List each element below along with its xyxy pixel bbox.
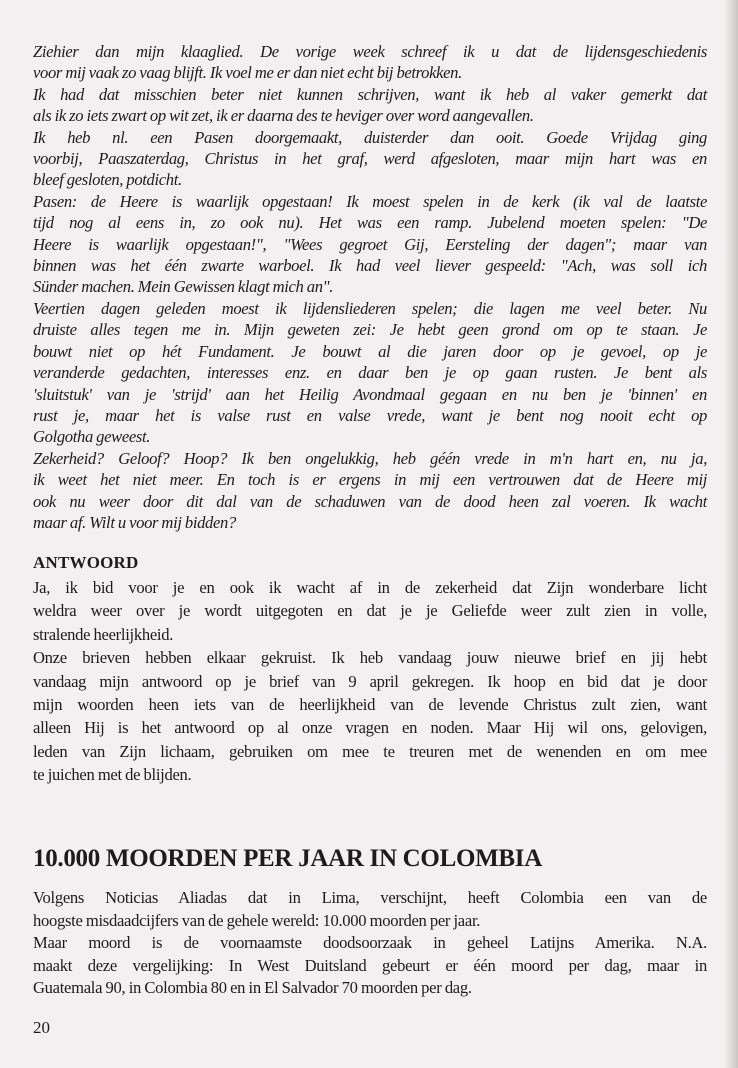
text-line: hoogste misdaadcijfers van de gehele wereld: 10.000 moorden per jaar. bbox=[33, 910, 481, 930]
text-line: Ik heb nl. een Pasen doorgemaakt, duisterder dan ooit. Goede Vrijdag ging bbox=[33, 127, 707, 147]
text-line: Guatemala 90, in Colombia 80 en in El Salvador 70 moorden per dag. bbox=[33, 978, 472, 997]
letter-text bbox=[33, 41, 707, 533]
text-line: veranderde gedachten, interesses enz. en daar ben je op gaan rusten. Je bent als bbox=[33, 363, 707, 383]
paragraph bbox=[33, 41, 707, 84]
text-line: rust je, maar het is valse rust en valse vrede, want je bent nog nooit echt op bbox=[33, 405, 707, 425]
text-line: maar af. Wilt u voor mij bidden? bbox=[33, 512, 236, 532]
text-line: voorbij, Paaszaterdag, Christus in het graf, werd afgesloten, maar mijn hart was en bbox=[33, 149, 707, 169]
text-line: Veertien dagen geleden moest ik lijdensliederen spelen; die lagen me veel beter. Nu bbox=[33, 298, 707, 318]
text-line: te juichen met de blijden. bbox=[33, 765, 192, 785]
paragraph bbox=[33, 448, 707, 534]
paragraph bbox=[33, 127, 707, 191]
paragraph bbox=[33, 298, 707, 448]
text-line: Ik had dat misschien beter niet kunnen schrijven, want ik heb al vaker gemerkt dat bbox=[33, 84, 707, 104]
text-line: Pasen: de Heere is waarlijk opgestaan! Ik moest spelen in de kerk (ik val de laatste bbox=[33, 191, 707, 211]
text-line: Zekerheid? Geloof? Hoop? Ik ben ongelukkig, heb géén vrede in m'n hart en, nu ja, bbox=[33, 448, 707, 468]
text-line: Ziehier dan mijn klaaglied. De vorige week schreef ik u dat de lijdensgeschiedenis bbox=[33, 42, 707, 61]
text-line: Sünder machen. Mein Gewissen klagt mich an". bbox=[33, 277, 334, 297]
text-line: leden van Zijn lichaam, gebruiken om mee te treuren met de wenenden en om mee bbox=[33, 741, 707, 761]
text-line: Heere is waarlijk opgestaan!", "Wees gegroet Gij, Eersteling der dagen"; maar van bbox=[33, 234, 707, 254]
text-line: ook nu weer door dit dal van de schaduwen van de dood heen zal voeren. Ik wacht bbox=[33, 491, 707, 511]
text-line: ik weet het niet meer. En toch is er ergens in mij een vertrouwen dat de Heere mij bbox=[33, 470, 707, 490]
text-line: Volgens Noticias Aliadas dat in Lima, verschijnt, heeft Colombia een van de bbox=[33, 888, 707, 907]
text-line: als ik zo iets zwart op wit zet, ik er daarna des te heviger over word aangevallen. bbox=[33, 106, 534, 126]
text-line: voor mij vaak zo vaag blijft. Ik voel me er dan niet echt bij betrokken. bbox=[33, 63, 462, 83]
text-line: Maar moord is de voornaamste doodsoorzaak in geheel Latijns Amerika. N.A. bbox=[33, 933, 707, 952]
paragraph bbox=[33, 887, 707, 932]
text-line: 'sluitstuk' van je 'strijd' aan het Heilig Avondmaal gegaan en nu ben je 'binnen' en bbox=[33, 384, 707, 404]
paragraph bbox=[33, 932, 707, 1000]
text-line: vandaag mijn antwoord op je brief van 9 april gekregen. Ik hoop en bid dat je door bbox=[33, 671, 707, 691]
answer-heading: ANTWOORD bbox=[33, 553, 139, 572]
text-line: alleen Hij is het antwoord op al onze vragen en noden. Maar Hij wil ons, gelovigen, bbox=[33, 718, 707, 738]
text-line: druiste alles tegen me in. Mijn geweten zei: Je hebt geen grond om op te staan. Je bbox=[33, 320, 707, 340]
text-line: Onze brieven hebben elkaar gekruist. Ik heb vandaag jouw nieuwe brief en jij hebt bbox=[33, 648, 707, 668]
answer-text bbox=[33, 576, 707, 787]
paragraph bbox=[33, 576, 707, 646]
text-line: Golgotha geweest. bbox=[33, 427, 151, 447]
text-line: bleef gesloten, potdicht. bbox=[33, 170, 182, 190]
text-line: tijd nog al eens in, zo ook nu). Het was een ramp. Jubelend moeten spelen: "De bbox=[33, 213, 707, 233]
text-line: binnen was het één zwarte warboel. Ik had veel liever gespeeld: "Ach, was soll ich bbox=[33, 256, 707, 276]
page-number: 20 bbox=[33, 1018, 50, 1037]
paragraph bbox=[33, 84, 707, 127]
page-edge-shadow bbox=[724, 0, 738, 1068]
article-text bbox=[33, 887, 707, 1000]
text-line: Ja, ik bid voor je en ook ik wacht af in de zekerheid dat Zijn wonderbare licht bbox=[33, 578, 707, 597]
paragraph bbox=[33, 646, 707, 786]
text-line: bouwt niet op hét Fundament. Je bouwt al die jaren door op je gevoel, op je bbox=[33, 341, 707, 361]
text-line: mijn woorden heen iets van de heerlijkheid van de levende Christus zult zien, want bbox=[33, 695, 707, 715]
text-line: maakt deze vergelijking: In West Duitsland gebeurt er één moord per dag, maar in bbox=[33, 955, 707, 975]
paragraph bbox=[33, 191, 707, 298]
text-line: stralende heerlijkheid. bbox=[33, 624, 174, 644]
article-heading: 10.000 MOORDEN PER JAAR IN COLOMBIA bbox=[33, 845, 542, 872]
text-line: weldra weer over je wordt uitgegoten en dat je je Geliefde weer zult zien in volle, bbox=[33, 601, 707, 621]
